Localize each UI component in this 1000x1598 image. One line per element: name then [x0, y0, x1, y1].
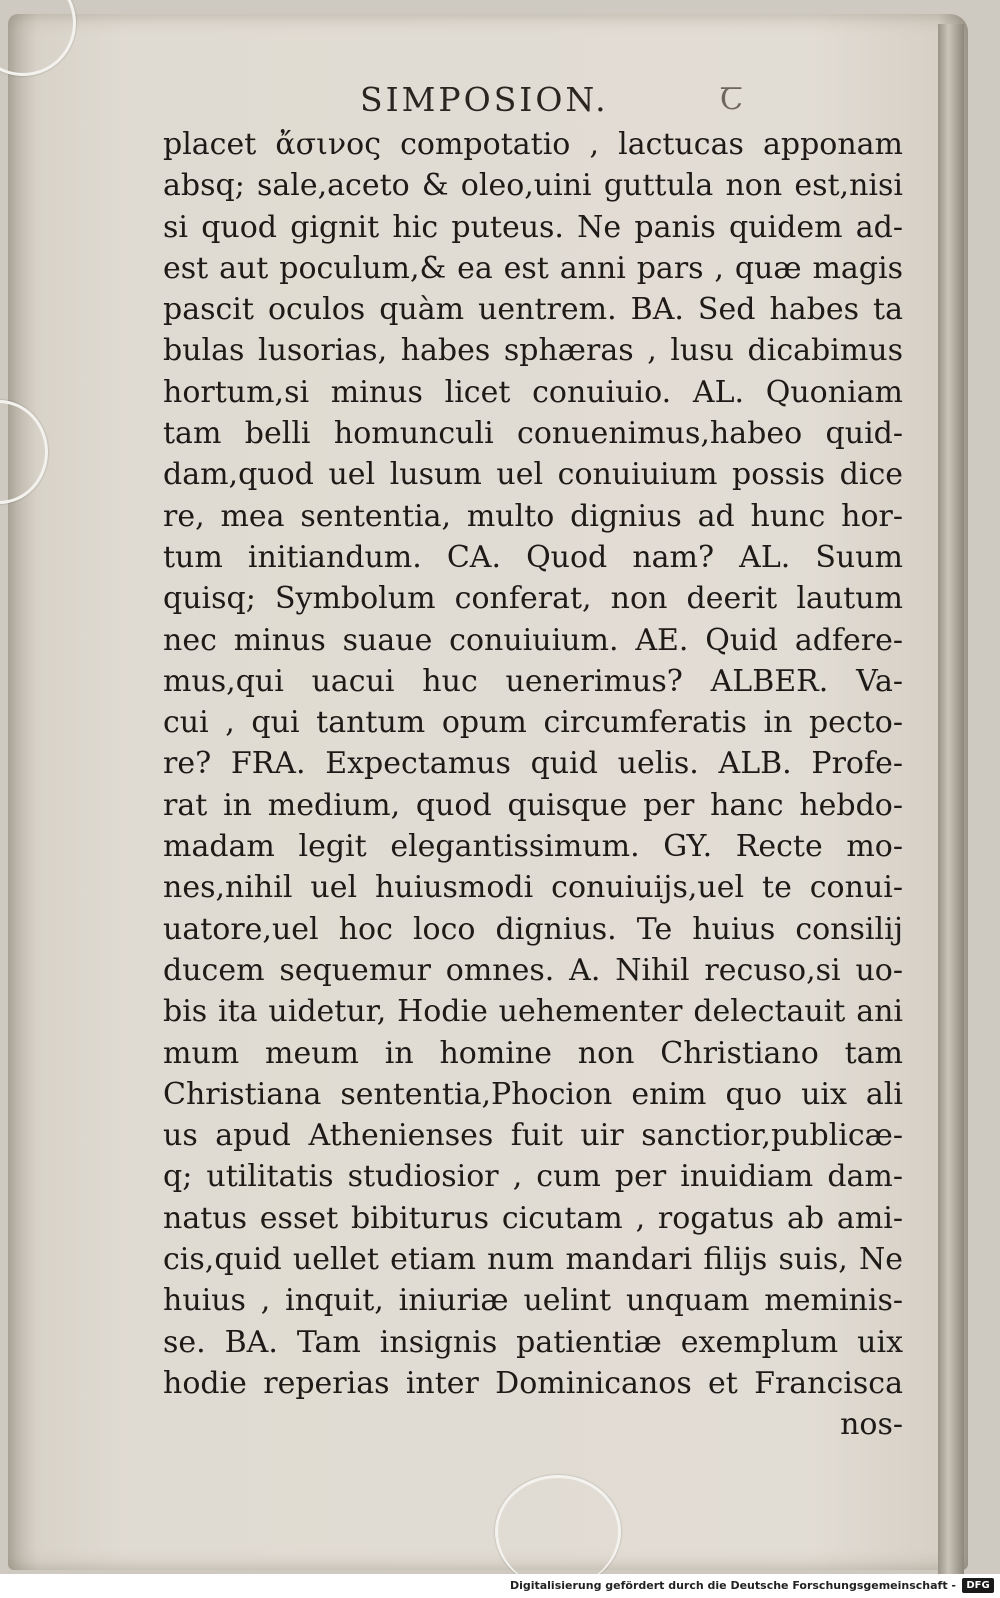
footer-bar	[0, 1574, 1000, 1598]
text-line: bulas lusorias, habes sphæras , lusu dicabimus	[163, 333, 903, 369]
text-line: cis,quid uellet etiam num mandari filijs suis, Ne	[163, 1242, 903, 1278]
text-line: madam legit elegantissimum. GY. Recte mo-	[163, 829, 903, 865]
text-line: tam belli homunculi conuenimus,habeo quid-	[163, 416, 903, 452]
text-line: us apud Athenienses fuit uir sanctior,publicæ-	[163, 1118, 903, 1154]
text-line: rat in medium, quod quisque per hanc hebdo-	[163, 787, 903, 823]
text-line: bis ita uidetur, Hodie uehementer delectauit ani	[163, 994, 903, 1030]
text-line: mum meum in homine non Christiano tam	[163, 1035, 903, 1071]
dfg-logo[interactable]: DFG	[962, 1578, 994, 1593]
text-line: nes,nihil uel huiusmodi conuiuijs,uel te conui-	[163, 870, 903, 906]
body-text	[163, 124, 903, 1446]
text-line: absq; sale,aceto & oleo,uini guttula non est,nisi	[163, 168, 903, 204]
text-line: est aut poculum,& ea est anni pars , quæ magis	[163, 250, 903, 286]
text-line: mus,qui uacui huc uenerimus? ALBER. Va-	[163, 663, 903, 699]
text-line: huius , inquit, iniuriæ uelint unquam meminis-	[163, 1283, 903, 1319]
text-line: cui , qui tantum opum circumferatis in pecto-	[163, 705, 903, 741]
text-line: quisq; Symbolum conferat, non deerit lautum	[163, 581, 903, 617]
text-line: placet ἄσινος compotatio , lactucas apponam	[163, 127, 903, 162]
text-line: si quod gignit hic puteus. Ne panis quidem ad-	[163, 209, 903, 245]
page-title: SIMPOSION.	[360, 80, 609, 119]
text-line: Christiana sententia,Phocion enim quo uix ali	[163, 1076, 903, 1112]
corner-mark: Ꞇ	[720, 82, 743, 117]
text-line: dam,quod uel lusum uel conuiuium possis dice	[163, 457, 903, 493]
text-line: q; utilitatis studiosior , cum per inuidiam dam-	[163, 1159, 903, 1195]
page-edge	[938, 24, 964, 1584]
text-line: se. BA. Tam insignis patientiæ exemplum uix	[163, 1324, 903, 1360]
text-line: pascit oculos quàm uentrem. BA. Sed habes ta	[163, 292, 903, 328]
text-line: re, mea sententia, multo dignius ad hunc hor-	[163, 498, 903, 534]
text-line: uatore,uel hoc loco dignius. Te huius consilij	[163, 911, 903, 947]
footer-credit[interactable]: Digitalisierung gefördert durch die Deutsche Forschungsgemeinschaft -	[509, 1579, 956, 1592]
text-line: tum initiandum. CA. Quod nam? AL. Suum	[163, 539, 903, 575]
text-line: ducem sequemur omnes. A. Nihil recuso,si uo-	[163, 952, 903, 988]
text-line: nos-	[840, 1407, 903, 1443]
text-line: nec minus suaue conuiuium. AE. Quid adfere-	[163, 622, 903, 658]
text-line: natus esset bibiturus cicutam , rogatus ab ami-	[163, 1200, 903, 1236]
text-line: re? FRA. Expectamus quid uelis. ALB. Profe-	[163, 746, 903, 782]
text-line: hodie reperias inter Dominicanos et Francisca	[163, 1365, 903, 1401]
text-line: hortum,si minus licet conuiuio. AL. Quoniam	[163, 374, 903, 410]
scan-ring-mark	[495, 1475, 621, 1588]
